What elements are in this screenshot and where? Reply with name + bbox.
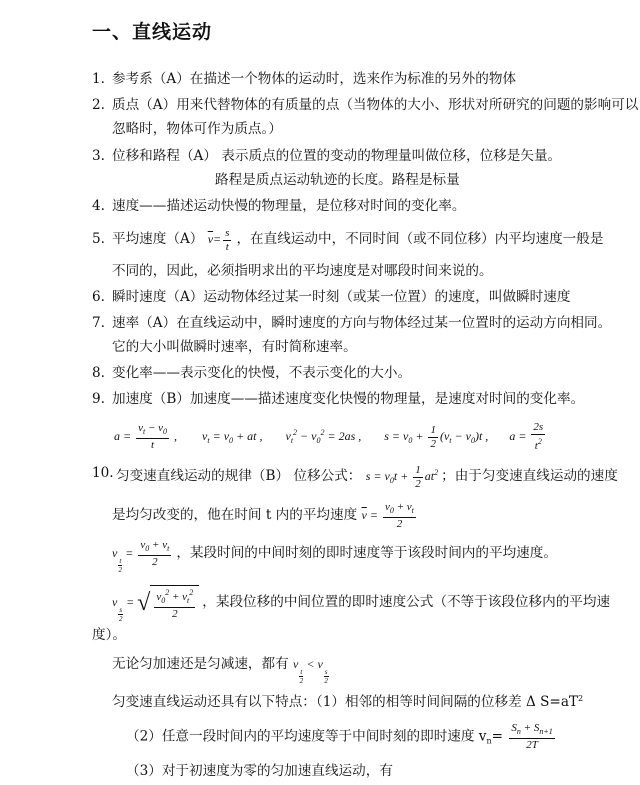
item-number: 10. bbox=[92, 465, 114, 481]
item-text: 位移和路程（A） 表示质点的位置的变动的物理量叫做位移，位移是矢量。 bbox=[112, 148, 562, 164]
item-text: 度）。 bbox=[92, 627, 126, 643]
item-number: 5. bbox=[92, 231, 105, 247]
formula-row-kinematics bbox=[114, 418, 547, 456]
item-text: （2）任意一段时间内的平均速度等于中间时刻的即时速度 $v_n=$ $\frac{S_n + S_{n+1}}{2T}$ bbox=[126, 722, 553, 751]
formula-velocity-squared: $v_t^2 - v_0^2 = 2as$ , bbox=[285, 428, 362, 445]
item-text: （3）对于初速度为零的匀加速直线运动，有 bbox=[126, 763, 393, 779]
formula-displacement-avg: $s = v_0$ + $\frac{1}{2}$ $(v_t - v_0)t$ , bbox=[384, 423, 489, 450]
formula-mid-time-velocity: v $\frac{t}{2}$ = $\frac{v_0 + v_t}{2}$ bbox=[112, 539, 170, 574]
item-number: 1. bbox=[92, 71, 105, 87]
section-title: 一、直线运动 bbox=[92, 21, 213, 43]
formula-vn: $\frac{S_n + S_{n+1}}{2T}$ bbox=[511, 722, 553, 751]
item-text: 无论匀加速还是匀减速，都有 v $\frac{t}{2}$ < v $\frac{s}{2}$ bbox=[112, 656, 328, 685]
item-text-part: 平均速度（A） bbox=[112, 231, 204, 247]
item-text: 质点（A）用来代替物体的有质量的点（当物体的大小、形状对所研究的问题的影响可以 bbox=[112, 97, 639, 113]
item-number: 8. bbox=[92, 365, 105, 381]
item-text: 匀变速直线运动的规律（B） 位移公式： $s = v_0t$ + $\frac{1}{2}$ $at^2$ ；由于匀变速直线运动的速度 bbox=[116, 463, 618, 490]
item-text-part: ，在直线运动中，不同时间（或不同位移）内平均速度一般是 bbox=[236, 231, 604, 247]
formula-velocity-time: $v_t = v_0$ + at , bbox=[202, 429, 263, 445]
formula-acceleration-def: a = $\frac{v_t - v_0}{t}$ , bbox=[114, 422, 181, 452]
item-text: 加速度（B）加速度——描述速度变化快慢的物理量，是速度对时间的变化率。 bbox=[112, 391, 585, 407]
item-number: 7. bbox=[92, 315, 105, 331]
item-text: 变化率——表示变化的快慢，不表示变化的大小。 bbox=[112, 365, 412, 381]
item-text: 瞬时速度（A）运动物体经过某一时刻（或某一位置）的速度，叫做瞬时速度 bbox=[112, 289, 571, 305]
formula-displacement: $s = v_0t$ + $\frac{1}{2}$ $at^2$ bbox=[365, 463, 439, 490]
item-number: 3. bbox=[92, 148, 105, 164]
formula-mid-position-velocity: v $\frac{s}{2}$ = √ $\frac{v_0^2 + v_t^2}{2}$ bbox=[112, 595, 202, 609]
item-number: 9. bbox=[92, 391, 105, 407]
item-text: 参考系（A）在描述一个物体的运动时，选来作为标准的另外的物体 bbox=[112, 71, 517, 87]
formula-acceleration-2s: a = $\frac{2s}{t^2}$ bbox=[509, 421, 544, 453]
item-text: 匀变速直线运动还具有以下特点：（1）相邻的相等时间间隔的位移差 Δ $S=aT^2$ bbox=[112, 694, 584, 710]
formula-inequality: v $\frac{t}{2}$ < v $\frac{s}{2}$ bbox=[293, 657, 328, 685]
item-text: 它的大小叫做瞬时速率，有时简称速率。 bbox=[112, 339, 357, 355]
formula-average-velocity-2: $\overline{v}$ = $\frac{v_0 + v_t}{2}$ bbox=[361, 501, 414, 531]
item-number: 2. bbox=[92, 97, 105, 113]
item-text: v $\frac{t}{2}$ = $\frac{v_0 + v_t}{2}$ ，某段时间的中间时刻的即时速度等于该段时间内的平均速度。 bbox=[112, 539, 557, 574]
item-text: 是均匀改变的，他在时间 t 内的平均速度 $\overline{v}$ = $\frac{v_0 + v_t}{2}$ bbox=[112, 500, 418, 531]
formula-average-velocity: $\overline{v}=$ $\frac{s}{t}$ bbox=[207, 226, 230, 253]
item-text: 路程是质点运动轨迹的长度。路程是标量 bbox=[215, 172, 460, 188]
item-text: 忽略时，物体可作为质点。） bbox=[112, 121, 282, 137]
item-number: 6. bbox=[92, 289, 105, 305]
item-number: 4. bbox=[92, 198, 105, 214]
item-text: v $\frac{s}{2}$ = √ $\frac{v_0^2 + v_t^2}{2}$ ，某段位移的中间位置的即时速度公式（不等于该段位移内的平均速 bbox=[112, 585, 610, 623]
item-text: 速率（A）在直线运动中，瞬时速度的方向与物体经过某一位置时的运动方向相同。 bbox=[112, 315, 612, 331]
item-text bbox=[112, 224, 603, 254]
item-text: 不同的，因此，必须指明求出的平均速度是对哪段时间来说的。 bbox=[112, 263, 493, 279]
item-text: 速度——描述运动快慢的物理量，是位移对时间的变化率。 bbox=[112, 198, 466, 214]
